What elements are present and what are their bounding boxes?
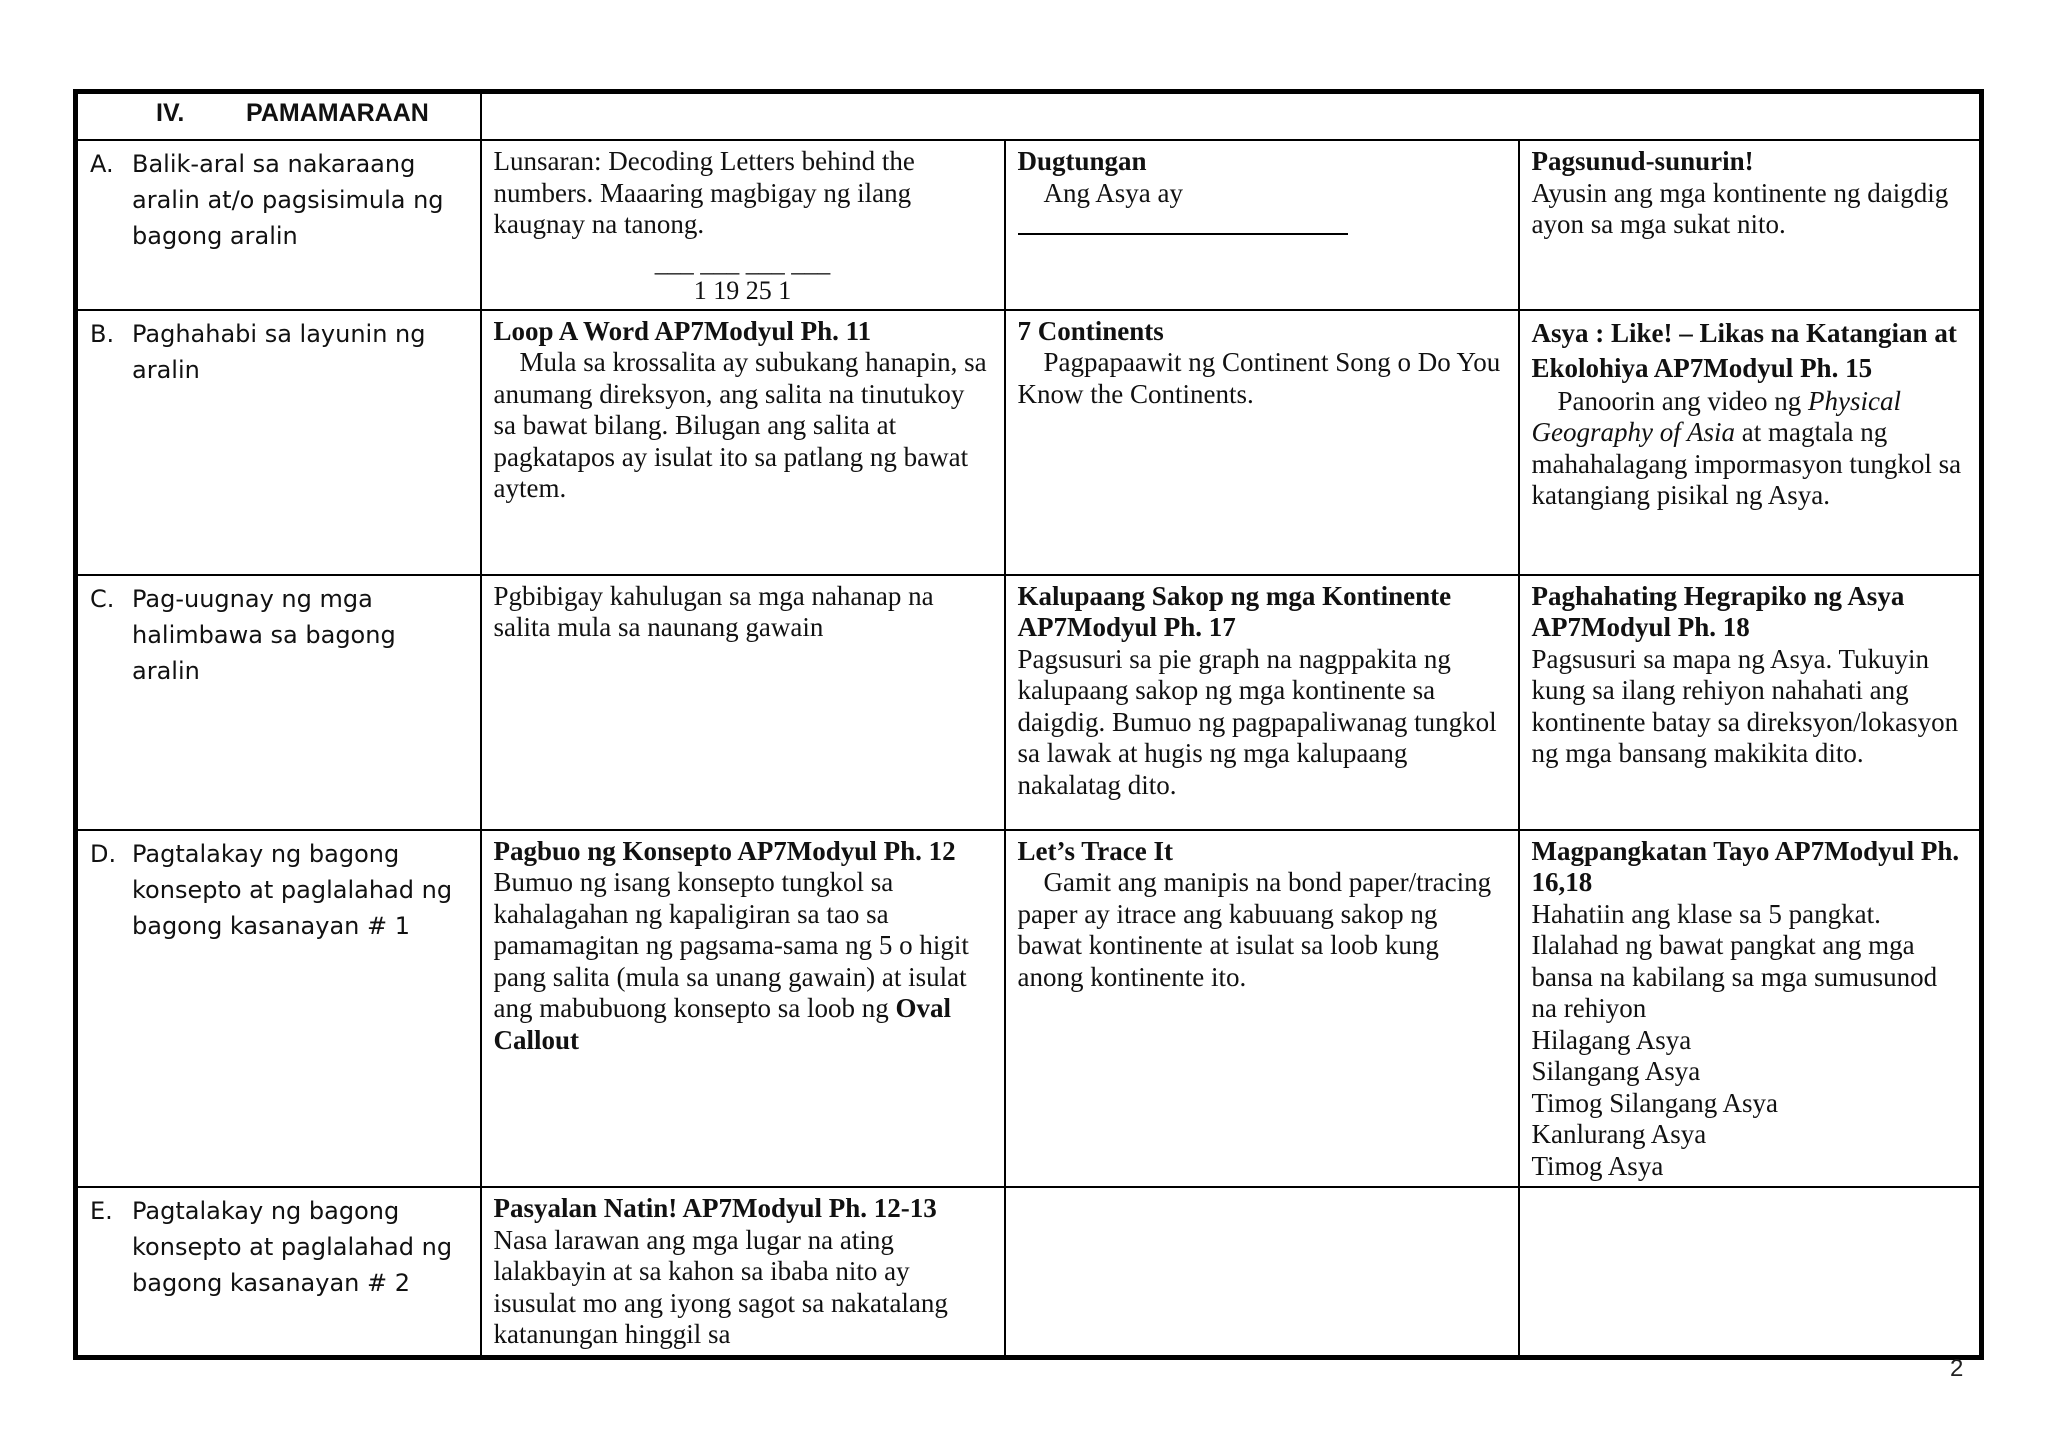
activity-title: Loop A Word AP7Modyul Ph. 11 xyxy=(493,315,872,346)
activity-text: Gamit ang manipis na bond paper/tracing paper ay itrace ang kabuuang sakop ng bawat kontinente at isulat sa loob kung anong kontinente ito. xyxy=(1017,867,1492,992)
row-label: Balik-aral sa nakaraang aralin at/o pagsisimula ng bagong aralin xyxy=(132,150,444,250)
row-label: Pagtalakay ng bagong konsepto at paglalahad ng bagong kasanayan # 2 xyxy=(132,1197,453,1297)
row-label: Paghahabi sa layunin ng aralin xyxy=(132,319,426,384)
activity-cell xyxy=(1519,830,1982,1188)
row-letter: A. xyxy=(90,150,114,178)
activity-cell xyxy=(481,140,1005,310)
section-header-blank xyxy=(481,92,1982,141)
row-label: Pagtalakay ng bagong konsepto at paglalahad ng bagong kasanayan # 1 xyxy=(132,839,453,940)
table-row xyxy=(76,140,1982,310)
table-row xyxy=(76,310,1982,575)
row-letter: E. xyxy=(90,1197,113,1225)
row-label: Pag-uugnay ng mga halimbawa sa bagong aralin xyxy=(132,584,396,685)
section-title: PAMAMARAAN xyxy=(246,99,429,127)
table-row xyxy=(76,830,1982,1188)
activity-text: Pagsusuri sa pie graph na nagppakita ng kalupaang sakop ng mga kontinente sa daigdig. Bumuo ng pagpapaliwanag tungkol sa lawak at hugis ng mga kalupaang nakalatag dito. xyxy=(1017,643,1497,800)
region-list-item: Kanlurang Asya xyxy=(1531,1119,1707,1149)
activity-text: Bumuo ng isang konsepto tungkol sa kahalagahan ng kapaligiran sa tao sa pamamagitan ng pagsama-sama ng 5 o higit pang salita (mula sa unang gawain) at isulat ang mabubuong konsepto sa loob ng xyxy=(493,867,969,1023)
answer-blank-line xyxy=(1018,229,1348,235)
activity-cell xyxy=(481,1187,1005,1357)
decode-blanks: ___ ___ ___ ___ xyxy=(654,247,831,277)
region-list-item: Silangang Asya xyxy=(1531,1056,1701,1086)
row-label-cell xyxy=(76,830,481,1188)
row-letter: D. xyxy=(90,839,117,868)
activity-text: Panoorin ang video ng xyxy=(1557,385,1802,416)
region-list-item: Timog Asya xyxy=(1531,1150,1664,1181)
section-header-cell xyxy=(76,92,481,141)
activity-cell xyxy=(481,310,1005,575)
activity-cell xyxy=(481,830,1005,1188)
empty-cell xyxy=(1005,1187,1519,1357)
activity-text: Pagpapaawit ng Continent Song o Do You Know the Continents. xyxy=(1017,347,1501,409)
table-row xyxy=(76,575,1982,830)
region-list-item: Hilagang Asya xyxy=(1531,1024,1692,1055)
activity-text: Pgbibigay kahulugan sa mga nahanap na salita mula sa naunang gawain xyxy=(493,580,934,642)
activity-text: Pagsusuri sa mapa ng Asya. Tukuyin kung sa ilang rehiyon nahahati ang kontinente batay sa direksyon/lokasyon ng mga bansang makikita dito. xyxy=(1531,643,1959,768)
decode-numbers: 1 19 25 1 xyxy=(693,275,792,305)
video-title: Physical Geography of Asia xyxy=(1531,385,1901,447)
row-letter: B. xyxy=(90,319,115,348)
section-header-row xyxy=(76,92,1982,141)
activity-title: Let’s Trace It xyxy=(1017,835,1173,866)
activity-text: Hahatiin ang klase sa 5 pangkat. Ilalahad ng bawat pangkat ang mga bansa na kabilang sa mga sumusunod na rehiyon xyxy=(1531,898,1938,1023)
activity-cell xyxy=(1519,140,1982,310)
activity-title: Pagsunud-sunurin! xyxy=(1531,146,1754,176)
activity-title: Magpangkatan Tayo AP7Modyul Ph. 16,18 xyxy=(1531,835,1960,897)
section-number: IV. xyxy=(156,99,185,127)
activity-title: Dugtungan xyxy=(1017,146,1147,176)
activity-title: Pasyalan Natin! AP7Modyul Ph. 12-13 xyxy=(493,1193,937,1223)
activity-title: Kalupaang Sakop ng mga Kontinente AP7Modyul Ph. 17 xyxy=(1017,580,1452,642)
activity-cell xyxy=(1005,830,1519,1188)
activity-text: Lunsaran: Decoding Letters behind the numbers. Maaaring magbigay ng ilang kaugnay na tanong. xyxy=(493,146,915,239)
activity-title: 7 Continents xyxy=(1017,315,1164,346)
row-letter: C. xyxy=(90,584,115,613)
activity-text: Ang Asya ay xyxy=(1043,177,1183,208)
page-number: 2 xyxy=(1950,1355,1964,1382)
oval-callout-term: Oval Callout xyxy=(493,993,951,1055)
activity-cell xyxy=(1519,310,1982,575)
region-list-item: Timog Silangang Asya xyxy=(1531,1087,1779,1118)
table-row xyxy=(76,1187,1982,1357)
lesson-plan-table xyxy=(73,89,1984,1360)
activity-cell xyxy=(1005,310,1519,575)
activity-cell xyxy=(1005,575,1519,830)
activity-text: Mula sa krossalita ay subukang hanapin, sa anumang direksyon, ang salita na tinutukoy sa bawat bilang. Bilugan ang salita at pagkatapos ay isulat ito sa patlang ng bawat aytem. xyxy=(493,347,987,503)
row-label-cell xyxy=(76,1187,481,1357)
row-label-cell xyxy=(76,575,481,830)
activity-text: Ayusin ang mga kontinente ng daigdig ayon sa mga sukat nito. xyxy=(1531,177,1949,239)
row-label-cell xyxy=(76,140,481,310)
empty-cell xyxy=(1519,1187,1982,1357)
activity-text: Nasa larawan ang mga lugar na ating lalakbayin at sa kahon sa ibaba nito ay isusulat mo ang iyong sagot sa nakatalang katanungan hinggil sa xyxy=(493,1224,948,1349)
activity-cell xyxy=(1519,575,1982,830)
activity-cell xyxy=(481,575,1005,830)
activity-title: Paghahating Hegrapiko ng Asya AP7Modyul Ph. 18 xyxy=(1531,580,1905,642)
activity-text-cont: at magtala ng mahahalagang impormasyon tungkol sa katangiang pisikal ng Asya. xyxy=(1531,417,1962,510)
row-label-cell xyxy=(76,310,481,575)
activity-title: Asya : Like! – Likas na Katangian at Ekolohiya AP7Modyul Ph. 15 xyxy=(1531,317,1957,383)
activity-title: Pagbuo ng Konsepto AP7Modyul Ph. 12 xyxy=(493,835,956,866)
activity-cell xyxy=(1005,140,1519,310)
